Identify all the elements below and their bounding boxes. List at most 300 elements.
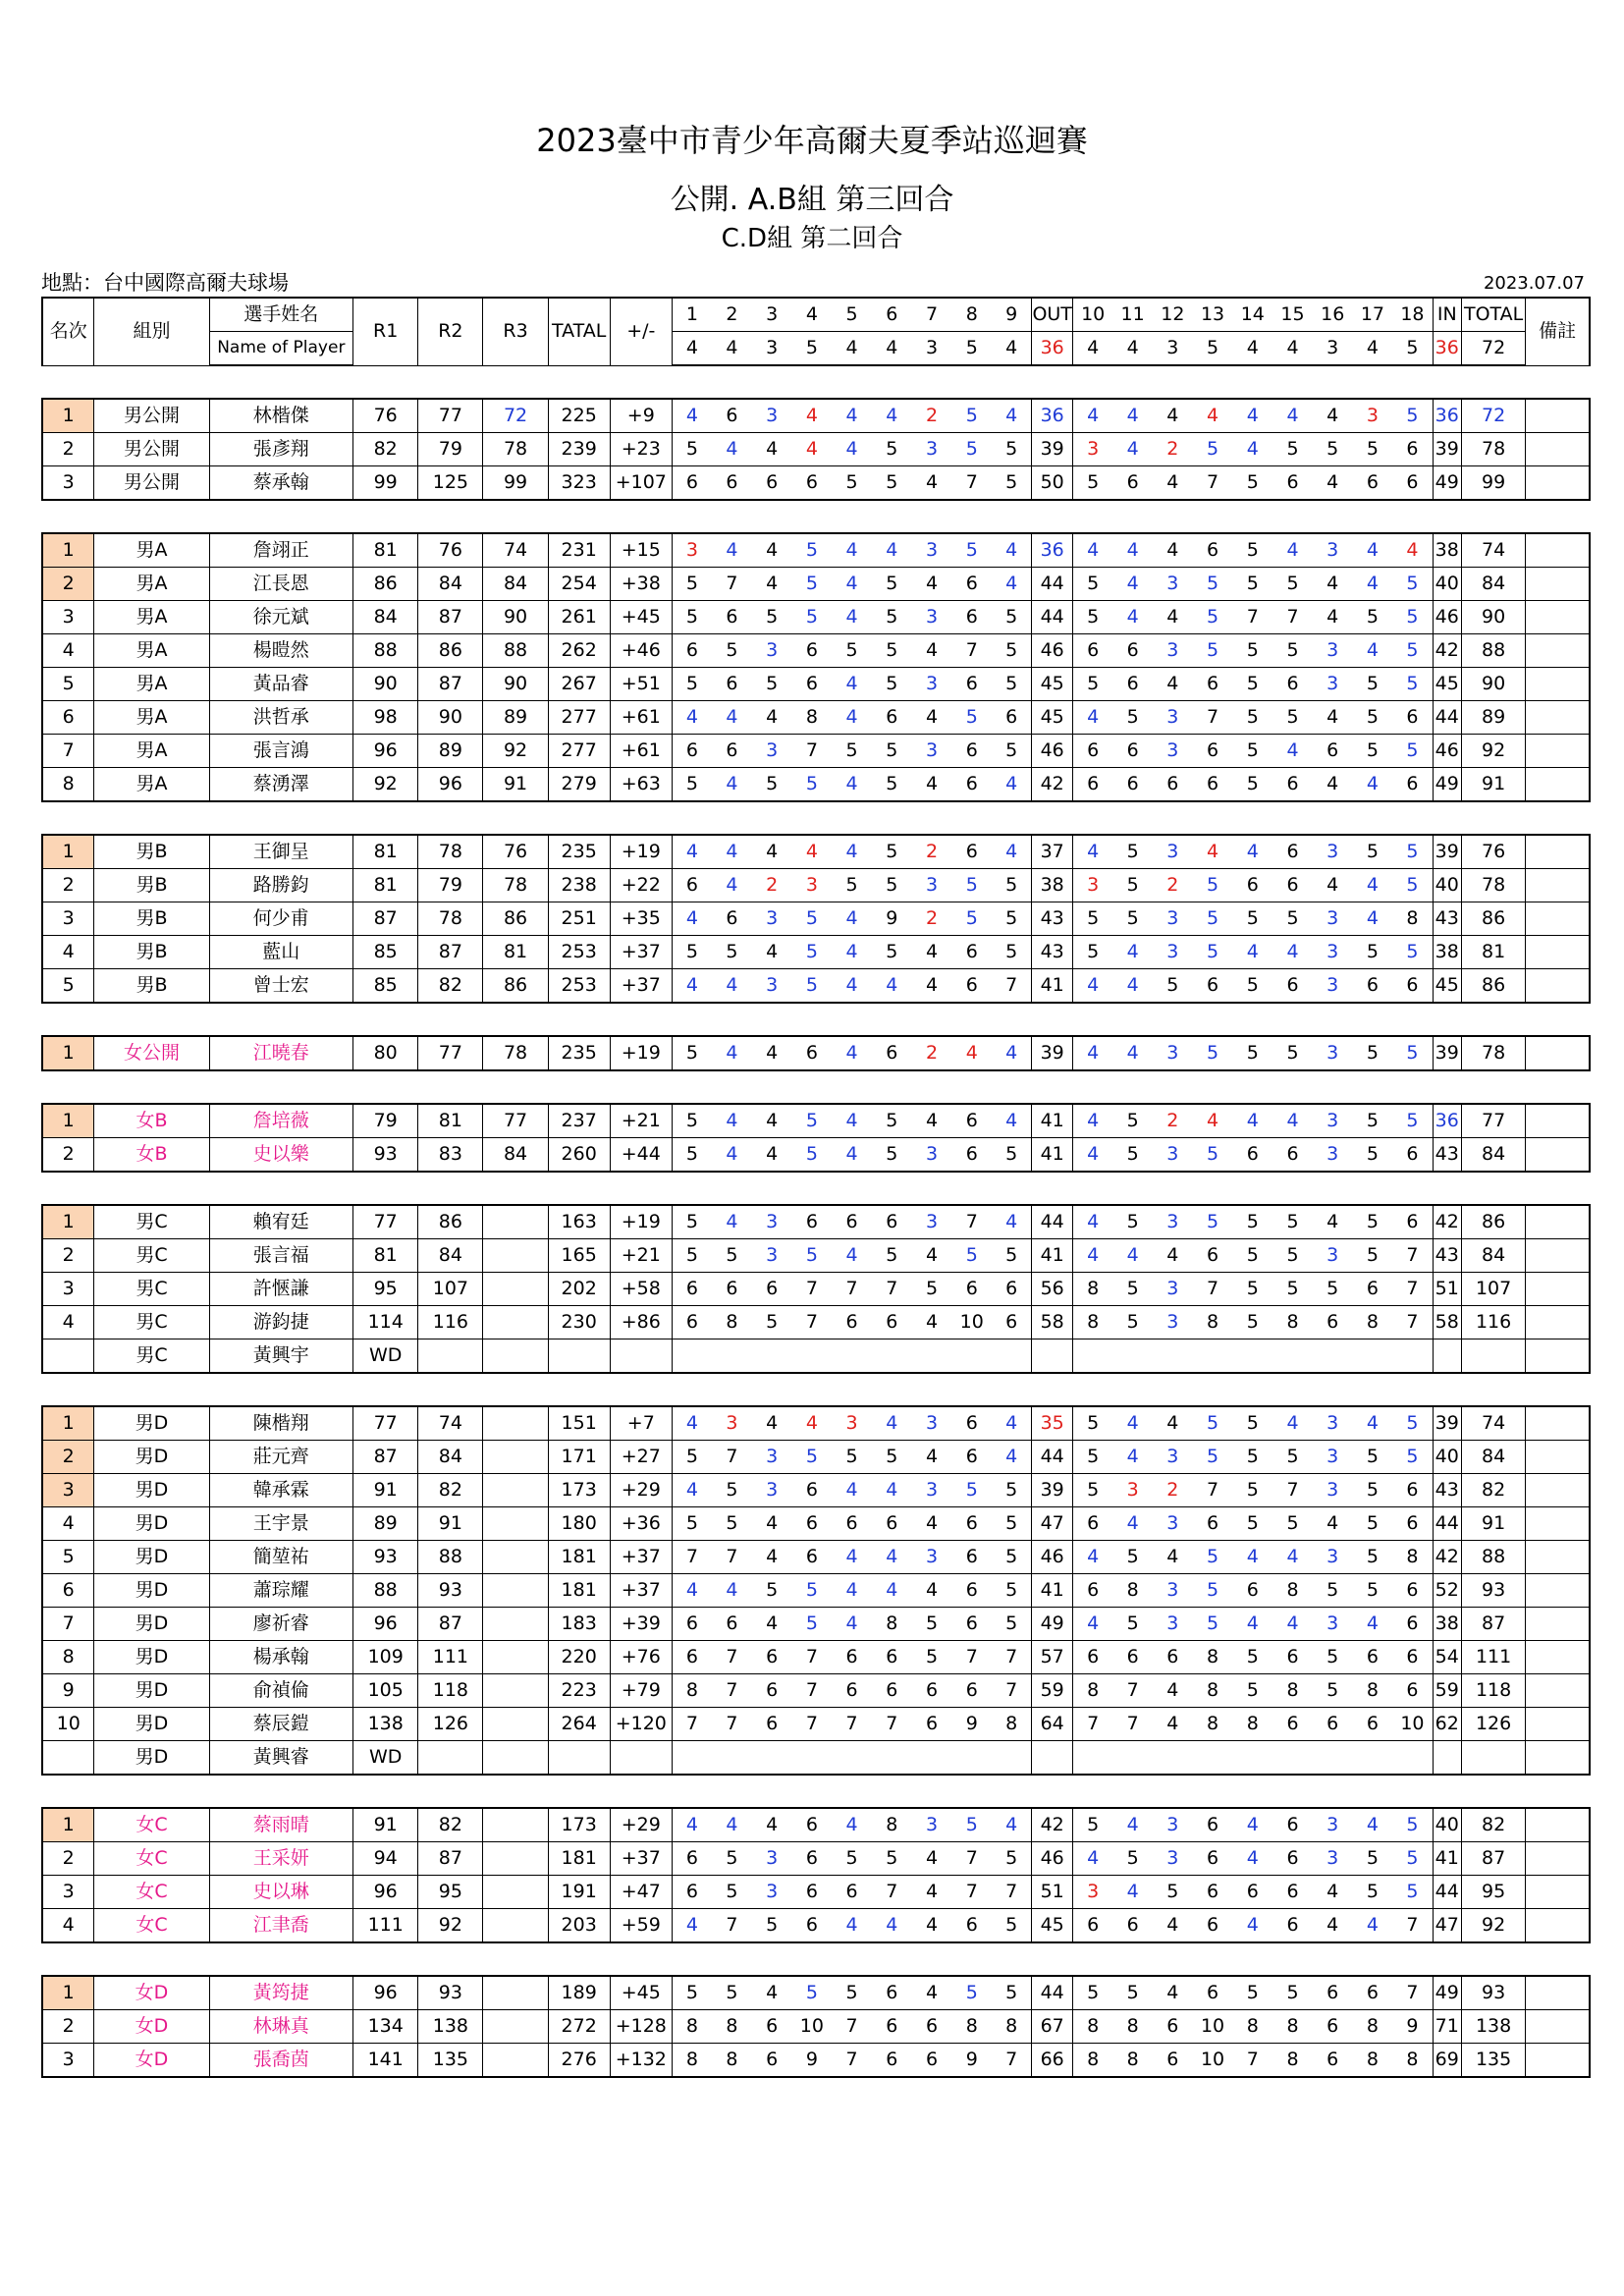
hole-score: 4 bbox=[832, 1608, 872, 1641]
hole-score: 7 bbox=[992, 1674, 1032, 1708]
r1-score: 81 bbox=[353, 835, 418, 869]
hole-score: 6 bbox=[792, 1909, 833, 1943]
hole-score: 5 bbox=[1193, 869, 1233, 902]
r2-score: 87 bbox=[418, 1608, 483, 1641]
hole-score: 6 bbox=[1073, 634, 1113, 668]
score-group bbox=[42, 835, 1590, 1003]
rank-cell: 1 bbox=[42, 1406, 94, 1441]
hole-number: 6 bbox=[872, 298, 912, 332]
hole-score: 4 bbox=[1313, 1876, 1353, 1909]
hole-score: 6 bbox=[1313, 1306, 1353, 1339]
r3-score: 90 bbox=[483, 601, 548, 634]
hole-number: 18 bbox=[1392, 298, 1433, 332]
remark-cell bbox=[1526, 433, 1590, 466]
hole-score: 4 bbox=[712, 433, 752, 466]
hole-par: 4 bbox=[872, 332, 912, 366]
hole-score: 7 bbox=[951, 1205, 992, 1239]
r2-score: 92 bbox=[418, 1909, 483, 1943]
hole-score: 4 bbox=[752, 1507, 792, 1541]
hole-score: 3 bbox=[912, 533, 952, 568]
out-score bbox=[1032, 1741, 1073, 1776]
hole-score: 5 bbox=[1112, 1205, 1153, 1239]
r2-score bbox=[418, 1741, 483, 1776]
round-total: 78 bbox=[1462, 433, 1526, 466]
spacer-row bbox=[42, 1003, 1590, 1036]
hole-score: 7 bbox=[872, 1273, 912, 1306]
out-score: 46 bbox=[1032, 1842, 1073, 1876]
remark-cell bbox=[1526, 1876, 1590, 1909]
hole-score: 5 bbox=[712, 1239, 752, 1273]
hole-score: 5 bbox=[1313, 1641, 1353, 1674]
hole-score: 7 bbox=[1272, 1474, 1313, 1507]
col-diff: +/- bbox=[610, 298, 672, 365]
hole-score: 6 bbox=[1272, 969, 1313, 1004]
spacer-cell bbox=[42, 1172, 1590, 1205]
hole-score: 8 bbox=[672, 1674, 712, 1708]
hole-score: 4 bbox=[1353, 1808, 1393, 1842]
hole-score: 6 bbox=[1112, 466, 1153, 501]
hole-score: 5 bbox=[832, 869, 872, 902]
r2-score: 90 bbox=[418, 701, 483, 735]
remark-cell bbox=[1526, 902, 1590, 936]
round-total: 78 bbox=[1462, 869, 1526, 902]
hole-score: 6 bbox=[792, 466, 833, 501]
round-total: 88 bbox=[1462, 634, 1526, 668]
score-group bbox=[42, 1976, 1590, 2077]
hole-score: 6 bbox=[672, 1273, 712, 1306]
total-score: 183 bbox=[548, 1608, 610, 1641]
col-r1: R1 bbox=[353, 298, 418, 365]
hole-score: 5 bbox=[712, 1474, 752, 1507]
hole-score: 4 bbox=[1232, 1808, 1272, 1842]
hole-score: 8 bbox=[1272, 1674, 1313, 1708]
r2-score: 78 bbox=[418, 835, 483, 869]
group-cell: 男A bbox=[94, 768, 209, 802]
hole-score: 5 bbox=[1392, 735, 1433, 768]
remark-cell bbox=[1526, 1441, 1590, 1474]
r3-score: 78 bbox=[483, 433, 548, 466]
hole-score: 5 bbox=[792, 936, 833, 969]
r2-score: 118 bbox=[418, 1674, 483, 1708]
hole-score: 5 bbox=[1353, 1036, 1393, 1070]
r3-score bbox=[483, 1406, 548, 1441]
hole-score: 4 bbox=[752, 533, 792, 568]
hole-score: 6 bbox=[832, 1205, 872, 1239]
hole-score: 5 bbox=[1232, 634, 1272, 668]
hole-score: 5 bbox=[792, 1104, 833, 1138]
hole-score: 6 bbox=[1232, 869, 1272, 902]
hole-score: 6 bbox=[951, 735, 992, 768]
total-score: 261 bbox=[548, 601, 610, 634]
hole-score: 4 bbox=[872, 1541, 912, 1574]
r2-score: 107 bbox=[418, 1273, 483, 1306]
hole-score: 5 bbox=[1353, 936, 1393, 969]
hole-score: 3 bbox=[1313, 1138, 1353, 1173]
hole-score: 7 bbox=[992, 969, 1032, 1004]
hole-score: 7 bbox=[951, 466, 992, 501]
diff-score: +19 bbox=[610, 835, 672, 869]
hole-score: 7 bbox=[1272, 601, 1313, 634]
hole-score: 5 bbox=[912, 1608, 952, 1641]
diff-score: +128 bbox=[610, 2010, 672, 2044]
hole-score: 4 bbox=[1232, 399, 1272, 433]
group-cell: 女B bbox=[94, 1104, 209, 1138]
hole-score: 6 bbox=[1112, 768, 1153, 802]
diff-score: +37 bbox=[610, 1842, 672, 1876]
r1-score: 138 bbox=[353, 1708, 418, 1741]
r1-score: 98 bbox=[353, 701, 418, 735]
rank-cell: 4 bbox=[42, 634, 94, 668]
hole-score: 3 bbox=[1112, 1474, 1153, 1507]
r1-score: 94 bbox=[353, 1842, 418, 1876]
hole-score: 4 bbox=[672, 1808, 712, 1842]
hole-score: 4 bbox=[1353, 869, 1393, 902]
hole-score: 8 bbox=[1193, 1641, 1233, 1674]
hole-score: 5 bbox=[1353, 1441, 1393, 1474]
hole-number: 8 bbox=[951, 298, 992, 332]
hole-score: 6 bbox=[672, 1608, 712, 1641]
hole-score: 4 bbox=[1232, 433, 1272, 466]
hole-score: 7 bbox=[1193, 701, 1233, 735]
hole-score: 5 bbox=[951, 869, 992, 902]
hole-score: 5 bbox=[1232, 1976, 1272, 2010]
scoreboard-table bbox=[41, 297, 1591, 2078]
hole-score: 4 bbox=[992, 1104, 1032, 1138]
hole-score: 4 bbox=[1392, 533, 1433, 568]
player-name: 王采妍 bbox=[209, 1842, 353, 1876]
group-cell: 女D bbox=[94, 2010, 209, 2044]
rank-cell: 4 bbox=[42, 1909, 94, 1943]
hole-score: 2 bbox=[912, 399, 952, 433]
hole-score: 4 bbox=[1153, 1406, 1193, 1441]
hole-score: 5 bbox=[872, 735, 912, 768]
hole-score: 5 bbox=[1392, 1104, 1433, 1138]
hole-score: 8 bbox=[672, 2010, 712, 2044]
hole-score: 4 bbox=[1353, 1909, 1393, 1943]
hole-score: 5 bbox=[712, 936, 752, 969]
hole-score: 5 bbox=[1193, 1036, 1233, 1070]
rank-cell: 1 bbox=[42, 1104, 94, 1138]
in-score: 40 bbox=[1433, 1808, 1462, 1842]
hole-score: 5 bbox=[872, 768, 912, 802]
hole-score: 5 bbox=[792, 1574, 833, 1608]
in-score: 52 bbox=[1433, 1574, 1462, 1608]
hole-score: 4 bbox=[1153, 668, 1193, 701]
hole-score bbox=[1353, 1741, 1393, 1776]
hole-score: 6 bbox=[672, 735, 712, 768]
hole-score: 6 bbox=[951, 1273, 992, 1306]
hole-score: 3 bbox=[1153, 1273, 1193, 1306]
hole-score: 5 bbox=[1193, 568, 1233, 601]
hole-score: 6 bbox=[1193, 1507, 1233, 1541]
hole-score: 4 bbox=[752, 433, 792, 466]
r3-score bbox=[483, 1608, 548, 1641]
diff-score: +21 bbox=[610, 1104, 672, 1138]
rank-cell: 6 bbox=[42, 701, 94, 735]
hole-score: 8 bbox=[1272, 2010, 1313, 2044]
in-score: 49 bbox=[1433, 1976, 1462, 2010]
hole-score: 6 bbox=[1073, 1574, 1113, 1608]
out-score: 39 bbox=[1032, 433, 1073, 466]
hole-score: 3 bbox=[1313, 668, 1353, 701]
hole-par: 4 bbox=[712, 332, 752, 366]
hole-score: 5 bbox=[792, 768, 833, 802]
out-score: 39 bbox=[1032, 1474, 1073, 1507]
rank-cell: 2 bbox=[42, 568, 94, 601]
in-score: 43 bbox=[1433, 1474, 1462, 1507]
out-score: 46 bbox=[1032, 1541, 1073, 1574]
round-total: 126 bbox=[1462, 1708, 1526, 1741]
hole-score: 4 bbox=[832, 1239, 872, 1273]
rank-cell: 4 bbox=[42, 1306, 94, 1339]
diff-score: +29 bbox=[610, 1474, 672, 1507]
hole-score: 7 bbox=[1392, 1909, 1433, 1943]
hole-score: 5 bbox=[832, 1976, 872, 2010]
table-row bbox=[42, 1239, 1590, 1273]
hole-score: 5 bbox=[832, 735, 872, 768]
in-score: 44 bbox=[1433, 701, 1462, 735]
hole-score: 5 bbox=[1313, 1273, 1353, 1306]
r2-score: 81 bbox=[418, 1104, 483, 1138]
hole-score: 7 bbox=[1112, 1674, 1153, 1708]
hole-score: 6 bbox=[792, 1036, 833, 1070]
hole-score: 5 bbox=[951, 701, 992, 735]
hole-score: 5 bbox=[1193, 1574, 1233, 1608]
hole-score: 4 bbox=[872, 1474, 912, 1507]
hole-score: 6 bbox=[872, 1036, 912, 1070]
hole-score: 5 bbox=[1112, 1306, 1153, 1339]
hole-score: 5 bbox=[792, 969, 833, 1004]
hole-score: 7 bbox=[792, 735, 833, 768]
r1-score: 92 bbox=[353, 768, 418, 802]
hole-score: 4 bbox=[752, 1608, 792, 1641]
diff-score: +76 bbox=[610, 1641, 672, 1674]
hole-score: 4 bbox=[1153, 1541, 1193, 1574]
r1-score: 93 bbox=[353, 1541, 418, 1574]
score-group bbox=[42, 533, 1590, 801]
r3-score bbox=[483, 1306, 548, 1339]
round-total: 118 bbox=[1462, 1674, 1526, 1708]
hole-score: 6 bbox=[1353, 1273, 1393, 1306]
hole-score: 3 bbox=[752, 735, 792, 768]
spacer-row bbox=[42, 1172, 1590, 1205]
hole-score: 6 bbox=[1272, 1808, 1313, 1842]
hole-score: 3 bbox=[752, 1474, 792, 1507]
hole-score: 5 bbox=[712, 1976, 752, 2010]
hole-par: 4 bbox=[832, 332, 872, 366]
hole-score: 8 bbox=[1193, 1674, 1233, 1708]
total-score: 181 bbox=[548, 1574, 610, 1608]
hole-score: 4 bbox=[912, 1104, 952, 1138]
hole-score: 5 bbox=[1073, 936, 1113, 969]
hole-score: 5 bbox=[1232, 1306, 1272, 1339]
hole-score: 5 bbox=[752, 668, 792, 701]
hole-score: 5 bbox=[832, 466, 872, 501]
spacer-row bbox=[42, 500, 1590, 533]
in-score: 40 bbox=[1433, 568, 1462, 601]
hole-score: 4 bbox=[1073, 533, 1113, 568]
hole-score: 5 bbox=[992, 1909, 1032, 1943]
hole-score bbox=[712, 1339, 752, 1374]
hole-score: 6 bbox=[1313, 1708, 1353, 1741]
hole-score: 8 bbox=[1272, 2044, 1313, 2078]
hole-score bbox=[672, 1339, 712, 1374]
hole-score: 3 bbox=[1313, 1104, 1353, 1138]
r1-score: 141 bbox=[353, 2044, 418, 2078]
group-cell: 男D bbox=[94, 1406, 209, 1441]
hole-score: 5 bbox=[672, 1507, 712, 1541]
hole-score: 6 bbox=[951, 1674, 992, 1708]
page-title: 2023臺中市青少年高爾夫夏季站巡迴賽 bbox=[536, 122, 1088, 159]
in-score: 42 bbox=[1433, 1541, 1462, 1574]
r1-score: 109 bbox=[353, 1641, 418, 1674]
r3-score bbox=[483, 1674, 548, 1708]
hole-score: 3 bbox=[1153, 1574, 1193, 1608]
group-cell: 男D bbox=[94, 1541, 209, 1574]
hole-score: 4 bbox=[832, 668, 872, 701]
hole-score: 3 bbox=[1153, 1608, 1193, 1641]
hole-score: 5 bbox=[1392, 1842, 1433, 1876]
hole-score: 5 bbox=[1193, 936, 1233, 969]
group-spacer bbox=[42, 1070, 1590, 1104]
hole-score: 5 bbox=[992, 466, 1032, 501]
round-total: 135 bbox=[1462, 2044, 1526, 2078]
hole-score: 8 bbox=[872, 1608, 912, 1641]
player-name: 許愜謙 bbox=[209, 1273, 353, 1306]
hole-number: 10 bbox=[1073, 298, 1113, 332]
rank-cell: 4 bbox=[42, 1507, 94, 1541]
hole-score: 5 bbox=[1232, 701, 1272, 735]
hole-score: 8 bbox=[712, 1306, 752, 1339]
group-cell: 男B bbox=[94, 869, 209, 902]
round-total: 81 bbox=[1462, 936, 1526, 969]
rank-cell: 3 bbox=[42, 902, 94, 936]
remark-cell bbox=[1526, 1138, 1590, 1173]
rank-cell: 7 bbox=[42, 1608, 94, 1641]
hole-score: 5 bbox=[1232, 1641, 1272, 1674]
table-row bbox=[42, 634, 1590, 668]
col-grand-total: TOTAL bbox=[1462, 298, 1526, 332]
hole-score: 3 bbox=[1153, 735, 1193, 768]
hole-score: 4 bbox=[1232, 1842, 1272, 1876]
hole-score: 6 bbox=[832, 1674, 872, 1708]
hole-score: 7 bbox=[992, 1641, 1032, 1674]
hole-score: 5 bbox=[992, 1842, 1032, 1876]
hole-score: 5 bbox=[1232, 768, 1272, 802]
hole-score: 4 bbox=[1272, 533, 1313, 568]
out-score: 59 bbox=[1032, 1674, 1073, 1708]
hole-score: 4 bbox=[1073, 399, 1113, 433]
hole-score: 4 bbox=[712, 1574, 752, 1608]
hole-score: 6 bbox=[951, 1138, 992, 1173]
hole-score: 7 bbox=[1193, 466, 1233, 501]
hole-score: 6 bbox=[1353, 466, 1393, 501]
score-group bbox=[42, 1406, 1590, 1775]
hole-score: 8 bbox=[1112, 2010, 1153, 2044]
hole-score bbox=[1313, 1741, 1353, 1776]
remark-cell bbox=[1526, 936, 1590, 969]
hole-score: 5 bbox=[872, 835, 912, 869]
in-score: 58 bbox=[1433, 1306, 1462, 1339]
r2-score: 77 bbox=[418, 1036, 483, 1070]
rank-cell: 5 bbox=[42, 969, 94, 1004]
hole-score: 5 bbox=[1112, 869, 1153, 902]
hole-score: 3 bbox=[1153, 1036, 1193, 1070]
hole-score: 4 bbox=[1112, 433, 1153, 466]
hole-score: 4 bbox=[712, 835, 752, 869]
hole-score: 4 bbox=[912, 768, 952, 802]
group-cell: 男D bbox=[94, 1574, 209, 1608]
hole-score bbox=[951, 1741, 992, 1776]
hole-score: 6 bbox=[1392, 1507, 1433, 1541]
diff-score: +37 bbox=[610, 1541, 672, 1574]
r1-score: 91 bbox=[353, 1808, 418, 1842]
hole-score: 5 bbox=[1232, 1507, 1272, 1541]
spacer-cell bbox=[42, 365, 1590, 399]
hole-score: 5 bbox=[992, 1608, 1032, 1641]
r1-score: 86 bbox=[353, 568, 418, 601]
hole-score: 6 bbox=[1232, 1574, 1272, 1608]
hole-score: 5 bbox=[1392, 399, 1433, 433]
in-score: 44 bbox=[1433, 1507, 1462, 1541]
diff-score: +46 bbox=[610, 634, 672, 668]
hole-score: 3 bbox=[912, 1808, 952, 1842]
r2-score: 87 bbox=[418, 936, 483, 969]
hole-number: 7 bbox=[912, 298, 952, 332]
total-score: 253 bbox=[548, 969, 610, 1004]
hole-score: 5 bbox=[1392, 869, 1433, 902]
r1-score: 80 bbox=[353, 1036, 418, 1070]
hole-score: 5 bbox=[1353, 1104, 1393, 1138]
remark-cell bbox=[1526, 1708, 1590, 1741]
hole-score: 9 bbox=[1392, 2010, 1433, 2044]
hole-score: 5 bbox=[1272, 1205, 1313, 1239]
hole-score: 4 bbox=[992, 1205, 1032, 1239]
hole-score: 6 bbox=[1193, 1909, 1233, 1943]
r3-score bbox=[483, 2044, 548, 2078]
hole-score: 7 bbox=[712, 1708, 752, 1741]
hole-score: 4 bbox=[1112, 1507, 1153, 1541]
r2-score: 89 bbox=[418, 735, 483, 768]
r1-score: 81 bbox=[353, 1239, 418, 1273]
r2-score: 93 bbox=[418, 1574, 483, 1608]
hole-score: 4 bbox=[712, 1808, 752, 1842]
hole-score: 3 bbox=[1153, 1205, 1193, 1239]
hole-score: 6 bbox=[951, 1574, 992, 1608]
hole-score: 3 bbox=[1153, 701, 1193, 735]
r3-score: 78 bbox=[483, 869, 548, 902]
hole-score: 5 bbox=[1153, 969, 1193, 1004]
hole-score: 7 bbox=[1392, 1976, 1433, 2010]
hole-score: 3 bbox=[1073, 869, 1113, 902]
hole-score bbox=[1112, 1339, 1153, 1374]
rank-cell: 3 bbox=[42, 601, 94, 634]
hole-score: 4 bbox=[1272, 1541, 1313, 1574]
hole-number: 14 bbox=[1232, 298, 1272, 332]
hole-score bbox=[992, 1741, 1032, 1776]
table-row bbox=[42, 568, 1590, 601]
hole-score: 4 bbox=[1232, 1909, 1272, 1943]
hole-score: 3 bbox=[1153, 568, 1193, 601]
r3-score: 86 bbox=[483, 902, 548, 936]
rank-cell: 3 bbox=[42, 466, 94, 501]
hole-score: 7 bbox=[1073, 1708, 1113, 1741]
rank-cell: 2 bbox=[42, 433, 94, 466]
rank-cell bbox=[42, 1339, 94, 1374]
hole-score: 4 bbox=[752, 936, 792, 969]
hole-score: 4 bbox=[1153, 601, 1193, 634]
rank-cell: 1 bbox=[42, 835, 94, 869]
